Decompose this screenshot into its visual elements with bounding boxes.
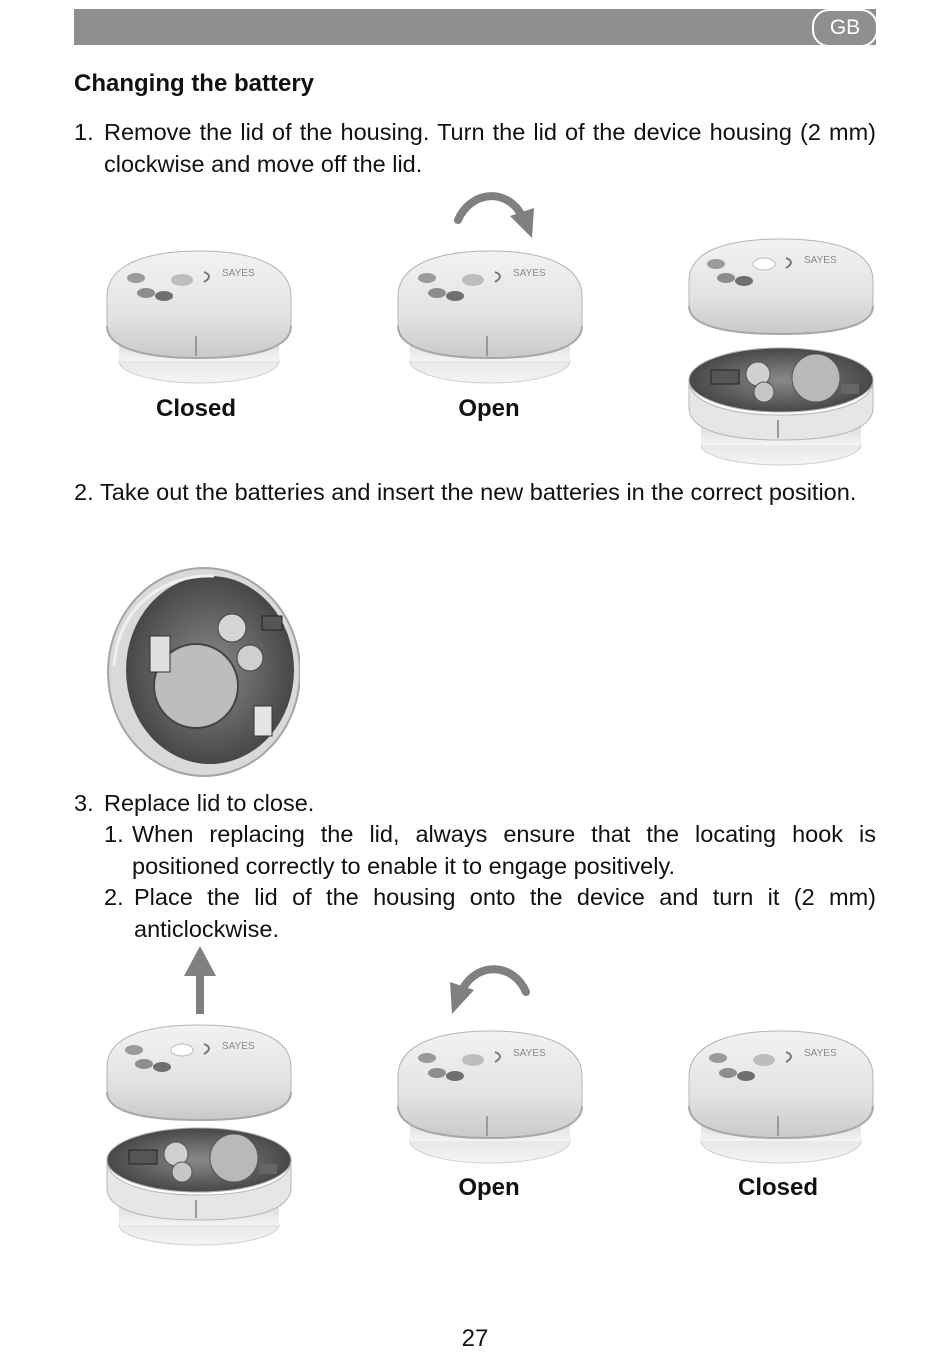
step-3-number: 3. xyxy=(74,790,94,816)
battery-compartment-image xyxy=(104,566,300,780)
device-closed-image xyxy=(104,236,296,386)
lid-replacing-image xyxy=(104,1022,296,1128)
step-3-sub-2-number: 2. xyxy=(104,884,124,910)
device-open-image xyxy=(395,236,587,386)
device-open-row3-image xyxy=(395,1016,587,1166)
page-number: 27 xyxy=(461,1325,489,1352)
caption-closed-row3: Closed xyxy=(737,1174,818,1201)
header-bar xyxy=(74,9,876,45)
step-3-sub-1-text: When replacing the lid, always ensure that the locating hook is positioned correctly to enable it to engage positively. xyxy=(132,821,876,879)
step-1 xyxy=(74,116,876,180)
step-3 xyxy=(74,787,876,819)
step-3-text: Replace lid to close. xyxy=(104,790,315,816)
device-lid-removed-image xyxy=(686,236,878,342)
base-open-replace-image xyxy=(104,1120,296,1248)
step-2 xyxy=(74,476,876,508)
step-3-sub-1-number: 1. xyxy=(104,821,124,847)
language-badge: GB xyxy=(812,9,878,47)
step-2-number: 2. xyxy=(74,479,94,505)
section-title: Changing the battery xyxy=(74,70,315,97)
step-3-sub-2-text: Place the lid of the housing onto the device and turn it (2 mm) anticlockwise. xyxy=(134,884,876,942)
caption-closed: Closed xyxy=(155,395,236,422)
step-3-sub-2 xyxy=(104,881,876,945)
clockwise-arrow-icon xyxy=(452,186,536,240)
device-closed-row3-image xyxy=(686,1016,878,1166)
caption-open: Open xyxy=(458,395,520,422)
up-arrow-icon xyxy=(180,946,220,1016)
anticlockwise-arrow-icon xyxy=(448,960,532,1016)
device-base-open-image xyxy=(686,340,878,468)
step-1-text: Remove the lid of the housing. Turn the lid of the device housing (2 mm) clockwise and move off the lid. xyxy=(104,119,876,177)
step-2-text: Take out the batteries and insert the new batteries in the correct position. xyxy=(100,479,857,505)
step-3-sub-1 xyxy=(104,818,876,882)
step-1-number: 1. xyxy=(74,119,94,145)
caption-open-row3: Open xyxy=(458,1174,520,1201)
